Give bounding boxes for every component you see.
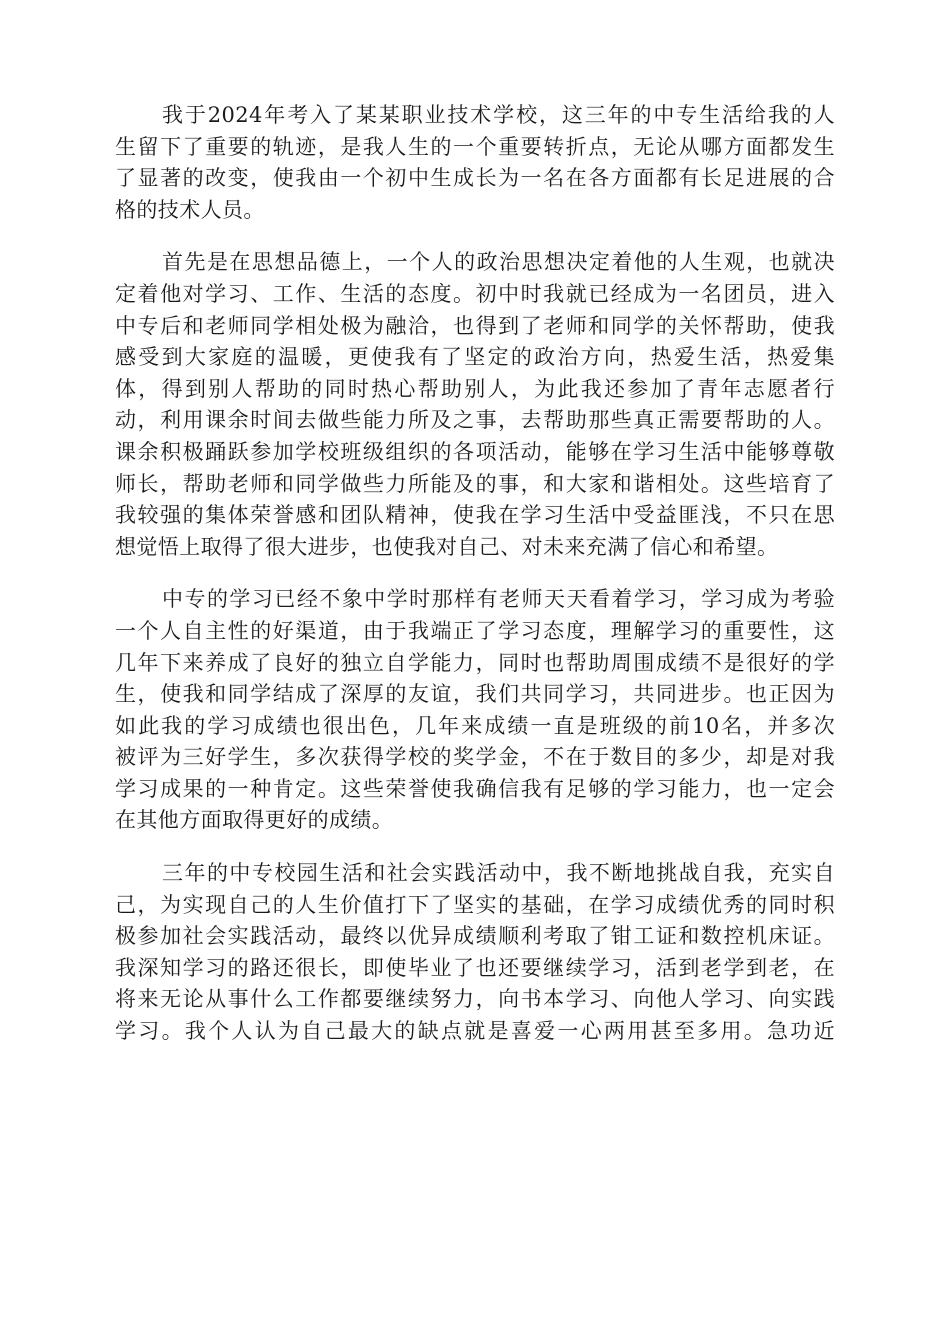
text-line: 我深知学习的路还很长，即使毕业了也还要继续学习，活到老学到老，在 xyxy=(115,955,835,980)
paragraph-spacer xyxy=(115,837,835,858)
text-line: 几年下来养成了良好的独立自学能力，同时也帮助周围成绩不是很好的学 xyxy=(115,650,835,675)
text-line: 学习。我个人认为自己最大的缺点就是喜爱一心两用甚至多用。急功近 xyxy=(115,1019,835,1044)
text-line: 学习成果的一种肯定。这些荣誉使我确信我有足够的学习能力，也一定会 xyxy=(115,776,835,801)
paragraph-spacer xyxy=(115,563,835,584)
document-page xyxy=(115,100,835,1048)
text-line: 己，为实现自己的人生价值打下了坚实的基础，在学习成绩优秀的同时积 xyxy=(115,892,835,917)
text-line: 中专后和老师同学相处极为融洽，也得到了老师和同学的关怀帮助，使我 xyxy=(115,313,835,338)
text-line: 我于2024年考入了某某职业技术学校，这三年的中专生活给我的人 xyxy=(162,103,835,127)
text-line: 如此我的学习成绩也很出色，几年来成绩一直是班级的前10名，并多次 xyxy=(115,713,835,738)
paragraph-spacer xyxy=(115,226,835,247)
paragraph-moral xyxy=(115,247,835,563)
text-line: 格的技术人员。 xyxy=(115,197,265,222)
text-line: 了显著的改变，使我由一个初中生成长为一名在各方面都有长足进展的合 xyxy=(115,166,835,191)
text-line: 师长，帮助老师和同学做些力所能及的事，和大家和谐相处。这些培育了 xyxy=(115,471,835,496)
text-line: 体，得到别人帮助的同时热心帮助别人，为此我还参加了青年志愿者行 xyxy=(115,376,835,401)
text-line: 一个人自主性的好渠道，由于我端正了学习态度，理解学习的重要性，这 xyxy=(115,618,835,643)
text-line: 中专的学习已经不象中学时那样有老师天天看着学习，学习成为考验 xyxy=(162,587,835,612)
text-line: 感受到大家庭的温暖，更使我有了坚定的政治方向，热爱生活，热爱集 xyxy=(115,345,835,370)
text-line: 在其他方面取得更好的成绩。 xyxy=(115,808,394,833)
paragraph-intro xyxy=(115,100,835,226)
paragraph-study xyxy=(115,584,835,837)
text-line: 定着他对学习、工作、生活的态度。初中时我就已经成为一名团员，进入 xyxy=(115,281,835,306)
text-line: 课余积极踊跃参加学校班级组织的各项活动，能够在学习生活中能够尊敬 xyxy=(115,439,835,464)
text-line: 极参加社会实践活动，最终以优异成绩顺利考取了钳工证和数控机床证。 xyxy=(115,924,835,949)
text-line: 首先是在思想品德上，一个人的政治思想决定着他的人生观，也就决 xyxy=(162,250,835,275)
text-line: 三年的中专校园生活和社会实践活动中，我不断地挑战自我，充实自 xyxy=(162,861,835,886)
text-line: 想觉悟上取得了很大进步，也使我对自己、对未来充满了信心和希望。 xyxy=(115,534,779,559)
text-line: 我较强的集体荣誉感和团队精神，使我在学习生活中受益匪浅，不只在思 xyxy=(115,503,835,528)
text-line: 生留下了重要的轨迹，是我人生的一个重要转折点，无论从哪方面都发生 xyxy=(115,134,835,159)
text-line: 被评为三好学生，多次获得学校的奖学金，不在于数目的多少，却是对我 xyxy=(115,745,835,770)
text-line: 生，使我和同学结成了深厚的友谊，我们共同学习，共同进步。也正因为 xyxy=(115,682,835,707)
text-line: 动，利用课余时间去做些能力所及之事，去帮助那些真正需要帮助的人。 xyxy=(115,408,835,433)
paragraph-practice xyxy=(115,858,835,1048)
text-line: 将来无论从事什么工作都要继续努力，向书本学习、向他人学习、向实践 xyxy=(115,987,835,1012)
